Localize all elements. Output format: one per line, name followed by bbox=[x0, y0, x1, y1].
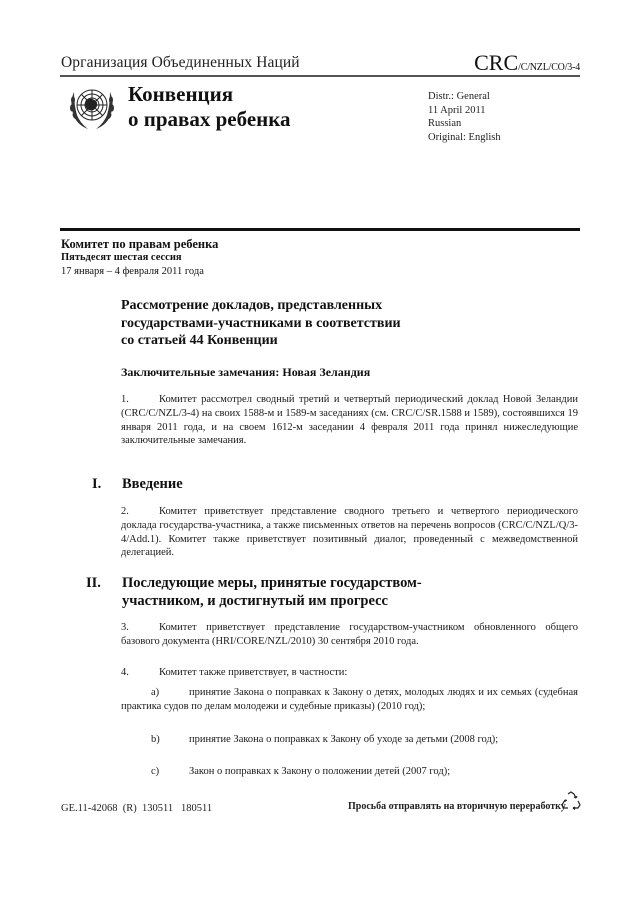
subitem-text: принятие Закона о поправках к Закону об уходе за детьми (2008 год); bbox=[189, 734, 499, 745]
document-subtitle: Заключительные замечания: Новая Зеландия bbox=[121, 365, 371, 379]
symbol-suffix: /C/NZL/CO/3-4 bbox=[518, 62, 580, 73]
paragraph-text: Комитет рассмотрел сводный третий и четвертый периодический доклад Новой Зеландии (CRC/C/NZL/3-4) на своих 1588-м и 1589-м заседаниях (см. CRC/C/SR.1588 и 1589), состоявшихся 19 января 2011 года, и на своем 1612-м заседании 4 февраля 2011 года принял нижеследующие заключительные замечания. bbox=[121, 394, 578, 447]
convention-title bbox=[128, 82, 291, 132]
section-number: I. bbox=[92, 476, 102, 492]
paragraph-number: 2. bbox=[121, 506, 129, 517]
subitem-label: a) bbox=[151, 687, 160, 698]
convention-title-line1: Конвенция bbox=[128, 82, 234, 106]
committee-block bbox=[61, 237, 218, 279]
title-line-2: государствами-участниками в соответствии bbox=[121, 315, 401, 331]
paragraph-number: 3. bbox=[121, 622, 129, 633]
section-title: Введение bbox=[122, 476, 183, 492]
section-heading-2 bbox=[86, 574, 502, 610]
document-symbol bbox=[474, 50, 580, 76]
subitem-a bbox=[121, 686, 578, 714]
distribution-date: 11 April 2011 bbox=[428, 104, 486, 116]
subitem-c bbox=[121, 765, 578, 779]
paragraph-text: Комитет приветствует представление государством-участником обновленного общего базового документа (HRI/CORE/NZL/2010) 30 сентября 2010 года. bbox=[121, 622, 578, 647]
paragraph-3 bbox=[121, 621, 578, 649]
distribution-original: Original: English bbox=[428, 131, 501, 143]
recycle-note: Просьба отправлять на вторичную переработку bbox=[348, 801, 566, 812]
header-thick-rule bbox=[60, 228, 580, 231]
section-heading-1 bbox=[92, 475, 502, 493]
paragraph-text: Комитет также приветствует, в частности: bbox=[159, 667, 348, 678]
subitem-b bbox=[121, 733, 578, 747]
title-line-3: со статьей 44 Конвенции bbox=[121, 333, 278, 348]
document-title bbox=[121, 297, 541, 350]
paragraph-text: Комитет приветствует представление сводного третьего и четвертого периодического доклада государства-участника, а также письменных ответов на перечень вопросов (CRC/C/NZL/Q/3-4/Add.1). Комитет также приветствует позитивный диалог, проведенный с межведомственной делегацией. bbox=[121, 506, 578, 559]
subitem-label: c) bbox=[151, 766, 160, 777]
title-line-1: Рассмотрение докладов, представленных bbox=[121, 298, 383, 313]
committee-name: Комитет по правам ребенка bbox=[61, 237, 219, 251]
paragraph-number: 4. bbox=[121, 667, 129, 678]
document-job-code: GE.11-42068 (R) 130511 180511 bbox=[61, 803, 213, 814]
distribution-language: Russian bbox=[428, 118, 462, 129]
recycle-icon bbox=[560, 790, 582, 812]
symbol-main: CRC bbox=[474, 50, 519, 75]
distribution-type: Distr.: General bbox=[428, 91, 490, 102]
session-dates: 17 января – 4 февраля 2011 года bbox=[61, 266, 204, 277]
convention-title-line2: о правах ребенка bbox=[128, 107, 291, 131]
session-name: Пятьдесят шестая сессия bbox=[61, 252, 182, 263]
un-emblem-icon bbox=[64, 80, 120, 136]
section-title: Последующие меры, принятые государством-участником, и достигнутый им прогресс bbox=[122, 575, 422, 609]
organization-name: Организация Объединенных Наций bbox=[61, 54, 300, 71]
subitem-label: b) bbox=[151, 734, 160, 745]
distribution-block bbox=[428, 90, 501, 144]
header-rule bbox=[60, 75, 580, 77]
paragraph-2 bbox=[121, 505, 578, 560]
paragraph-4 bbox=[121, 666, 578, 680]
paragraph-1 bbox=[121, 393, 578, 448]
paragraph-number: 1. bbox=[121, 394, 129, 405]
subitem-text: принятие Закона о поправках к Закону о детях, молодых людях и их семьях (судебная практика судов по делам молодежи и судебные приказы) (2010 год); bbox=[121, 687, 578, 712]
section-number: II. bbox=[86, 575, 101, 591]
subitem-text: Закон о поправках к Закону о положении детей (2007 год); bbox=[189, 766, 451, 777]
